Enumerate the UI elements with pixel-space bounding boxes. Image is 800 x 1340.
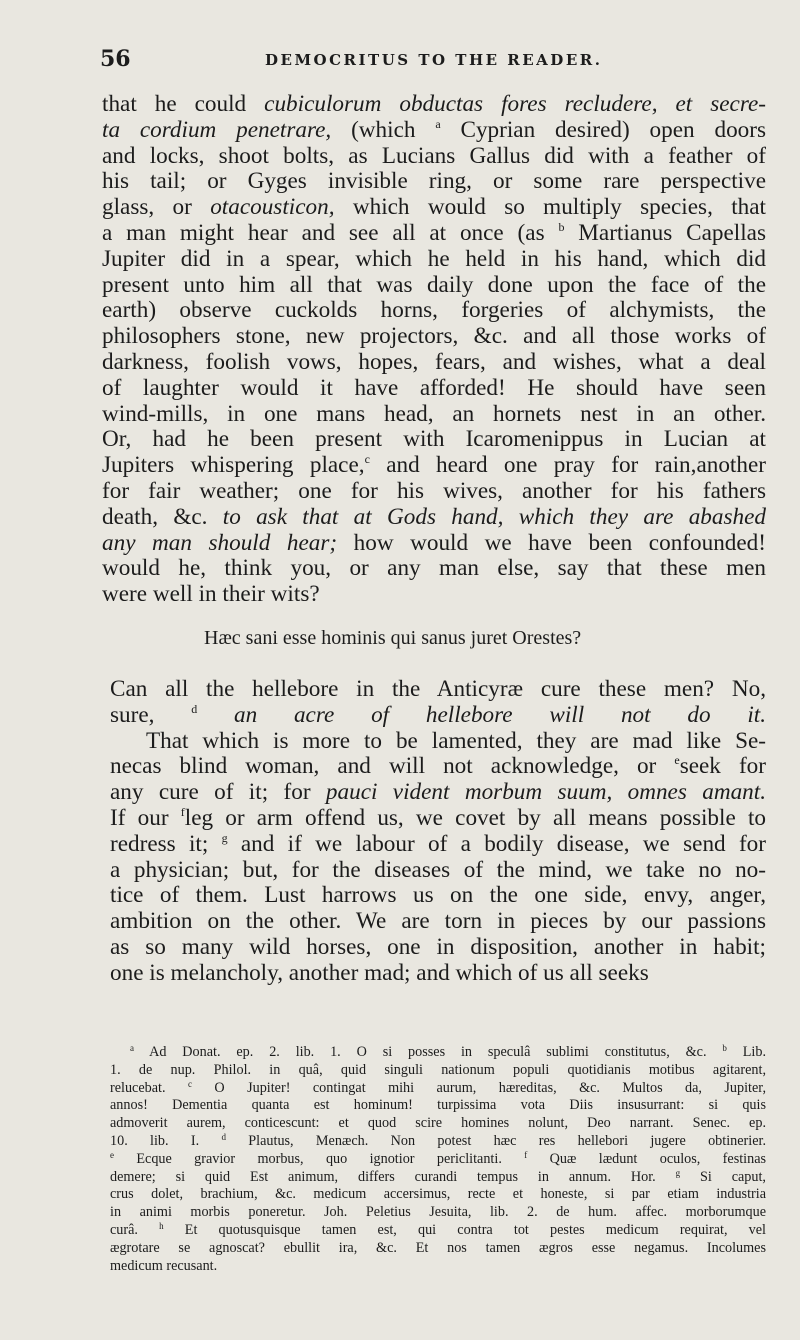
footnote-line xyxy=(110,1115,766,1133)
footnote-marker: a xyxy=(435,117,441,131)
text-run: 1. de nup. Philol. in quâ, quid singuli nationum populi quotidianis motibus agitarent, xyxy=(110,1061,766,1078)
text-run: any cure of it; for xyxy=(110,780,326,806)
paragraph-1-line xyxy=(102,376,766,402)
text-run: Cyprian desired) open doors xyxy=(440,117,766,143)
paragraph-2-line xyxy=(110,909,766,935)
footnote-line xyxy=(110,1240,766,1258)
footnote-line xyxy=(110,1186,766,1204)
footnotes xyxy=(110,1044,766,1275)
footnote-marker: h xyxy=(159,1221,164,1231)
paragraph-1-line xyxy=(102,402,766,428)
text-run: seek for xyxy=(679,754,766,780)
footnote-line xyxy=(110,1062,766,1080)
text-run: Plautus, Menæch. Non potest hæc res hellebori jugere obtinerier. xyxy=(225,1132,766,1149)
paragraph-1-line xyxy=(102,324,766,350)
paragraph-2-line xyxy=(110,703,766,729)
text-run: in animi morbis poneretur. Joh. Peletius Jesuita, lib. 2. de hum. affec. morborumque xyxy=(110,1204,766,1221)
text-run: Quæ lædunt oculos, festinas xyxy=(527,1150,766,1167)
footnote-marker: f xyxy=(180,805,185,819)
footnote-marker: e xyxy=(110,1150,114,1160)
paragraph-1-line xyxy=(102,427,766,453)
text-run: demere; si quid Est animum, differs curandi tempus in annum. Hor. xyxy=(110,1168,676,1185)
text-run: present unto him all that was daily done upon the face of the xyxy=(102,272,766,298)
text-run: for fair weather; one for his wives, another for his fathers xyxy=(102,478,766,504)
paragraph-2-line xyxy=(110,780,766,806)
text-run: and locks, shoot bolts, as Lucians Gallus did with a feather of xyxy=(102,143,766,169)
text-run: ægrotare se agnoscat? ebullit ira, &c. Et nos tamen ægros esse negamus. Incolumes xyxy=(110,1239,766,1256)
paragraph-1-line xyxy=(102,118,766,144)
text-run: his tail; or Gyges invisible ring, or some rare perspective xyxy=(102,169,766,195)
text-run: necas blind woman, and will not acknowledge, or xyxy=(110,754,675,780)
footnote-marker: f xyxy=(524,1150,528,1160)
text-run: If our xyxy=(110,805,181,831)
paragraph-1-line xyxy=(102,531,766,557)
text-run: were well in their wits? xyxy=(102,582,320,608)
paragraph-1-line xyxy=(102,505,766,531)
text-run: redress it; xyxy=(110,831,222,857)
text-run: tice of them. Lust harrows us on the one side, envy, anger, xyxy=(110,883,766,909)
paragraph-1 xyxy=(102,92,766,608)
paragraph-1-line xyxy=(102,350,766,376)
paragraph-1-line xyxy=(102,453,766,479)
text-run: and if we labour of a bodily disease, we send for xyxy=(227,831,766,857)
italic-run: any man should hear; xyxy=(102,530,338,556)
paragraph-1-line xyxy=(102,582,766,608)
text-run: Jupiters whispering place, xyxy=(102,453,365,479)
text-run: Ad Donat. ep. 2. lib. 1. O si posses in speculâ sublimi constitutus, &c. xyxy=(134,1044,723,1060)
footnote-marker: c xyxy=(187,1079,192,1089)
footnote-marker: d xyxy=(191,702,198,716)
footnote-marker: b xyxy=(722,1044,727,1053)
text-run: one is melancholy, another mad; and which of us all seeks xyxy=(110,960,649,986)
italic-run: pauci vident morbum suum, omnes amant. xyxy=(325,780,766,806)
text-run: admoverit aurem, conticescunt: et quod scire homines nolunt, Deo narrant. Senec. ep. xyxy=(110,1115,766,1132)
footnote-marker: e xyxy=(674,754,680,768)
text-run: Ecque gravior morbus, quo ignotior periclitanti. xyxy=(114,1150,525,1167)
text-run: earth) observe cuckolds horns, forgeries of alchymists, the xyxy=(102,298,766,324)
footnote-line xyxy=(110,1204,766,1222)
footnote-marker: g xyxy=(675,1168,681,1178)
paragraph-1-line xyxy=(102,247,766,273)
text-run: Si caput, xyxy=(680,1168,766,1185)
text-run: (which xyxy=(331,117,436,143)
text-run: that he could xyxy=(102,92,265,117)
page-header xyxy=(100,46,768,76)
text-run: Or, had he been present with Icaromenippus in Lucian at xyxy=(102,427,766,453)
footnote-marker: a xyxy=(130,1044,134,1053)
paragraph-2-line xyxy=(110,754,766,780)
paragraph-1-line xyxy=(102,169,766,195)
paragraph-2-line xyxy=(110,961,766,987)
text-run: a physician; but, for the diseases of the mind, we take no no- xyxy=(110,857,766,883)
text-run: relucebat. xyxy=(110,1079,188,1096)
text-run: Martianus Capellas xyxy=(564,220,766,246)
footnote-marker: g xyxy=(221,831,228,845)
text-run: and heard one pray for rain,another xyxy=(369,453,766,479)
text-run: glass, or xyxy=(102,195,211,221)
italic-run: otacousticon, xyxy=(210,195,335,221)
text-run: death, &c. xyxy=(102,504,223,530)
text-run: Lib. xyxy=(726,1044,766,1060)
text-run: Et quotusquisque tamen est, qui contra tot pestes medicum requirat, vel xyxy=(163,1221,766,1238)
footnote-marker: d xyxy=(221,1132,226,1142)
running-head: DEMOCRITUS TO THE READER. xyxy=(265,51,603,69)
paragraph-1-line xyxy=(102,144,766,170)
paragraph-1-line xyxy=(102,273,766,299)
text-run: sure, xyxy=(110,702,192,728)
text-run: 10. lib. I. xyxy=(110,1132,222,1149)
text-run: Jupiter did in a spear, which he held in his hand, which did xyxy=(102,246,766,272)
text-run: annos! Dementia quanta est hominum! turpissima vota Diis insusurrant: si quis xyxy=(110,1097,766,1114)
text-run: ambition on the other. We are torn in pieces by our passions xyxy=(110,909,766,935)
text-run: medicum recusant. xyxy=(110,1257,218,1274)
italic-run: to ask that at Gods hand, which they are abashed xyxy=(222,504,766,530)
text-run: how would we have been confounded! xyxy=(337,530,766,556)
text-run: which would so multiply species, that xyxy=(334,195,766,221)
paragraph-1-line xyxy=(102,221,766,247)
footnote-line xyxy=(110,1169,766,1187)
footnote-line xyxy=(110,1222,766,1240)
text-run: O Jupiter! contingat mihi aurum, hæreditas, &c. Multos da, Jupiter, xyxy=(191,1079,766,1096)
footnote-line xyxy=(110,1097,766,1115)
text-run: That which is more to be lamented, they are mad like Se- xyxy=(146,728,766,754)
text-run: a man might hear and see all at once (as xyxy=(102,220,559,246)
footnote-line xyxy=(110,1044,766,1062)
text-run: philosophers stone, new projectors, &c. and all those works of xyxy=(102,324,766,350)
text-run xyxy=(197,703,234,728)
paragraph-2-line xyxy=(110,935,766,961)
paragraph-1-line xyxy=(102,298,766,324)
text-run: darkness, foolish vows, hopes, fears, and wishes, what a deal xyxy=(102,349,766,375)
paragraph-2 xyxy=(110,677,766,987)
paragraph-2-line xyxy=(110,729,766,755)
paragraph-2-line xyxy=(110,858,766,884)
verse-quote: Hæc sani esse hominis qui sanus juret Orestes? xyxy=(204,627,582,649)
paragraph-1-line xyxy=(102,479,766,505)
paragraph-2-line xyxy=(110,832,766,858)
text-run: would he, think you, or any man else, say that these men xyxy=(102,556,766,582)
text-run: Can all the hellebore in the Anticyræ cure these men? No, xyxy=(110,677,766,702)
text-run: of laughter would it have afforded! He should have seen xyxy=(102,375,766,401)
footnote-marker: c xyxy=(364,453,370,467)
paragraph-1-line xyxy=(102,195,766,221)
paragraph-2-line xyxy=(110,677,766,703)
page-number: 56 xyxy=(100,46,131,72)
text-run: leg or arm offend us, we covet by all means possible to xyxy=(184,805,766,831)
text-run: wind-mills, in one mans head, an hornets nest in an other. xyxy=(102,401,766,427)
text-run: crus dolet, brachium, &c. medicum accersimus, recte et honeste, si par etiam industria xyxy=(110,1186,766,1203)
paragraph-2-line xyxy=(110,883,766,909)
text-run: curâ. xyxy=(110,1221,160,1238)
footnote-marker: b xyxy=(558,220,565,234)
footnote-line xyxy=(110,1133,766,1151)
footnote-line xyxy=(110,1151,766,1169)
footnote-line xyxy=(110,1080,766,1098)
italic-run: ta cordium penetrare, xyxy=(102,117,332,143)
italic-run: cubiculorum obductas fores recludere, et secre- xyxy=(264,92,766,117)
text-run: as so many wild horses, one in disposition, another in habit; xyxy=(110,934,766,960)
paragraph-1-line xyxy=(102,556,766,582)
paragraph-2-line xyxy=(110,806,766,832)
footnote-line xyxy=(110,1258,766,1276)
paragraph-1-line xyxy=(102,92,766,118)
italic-run: an acre of hellebore will not do it. xyxy=(234,702,766,728)
